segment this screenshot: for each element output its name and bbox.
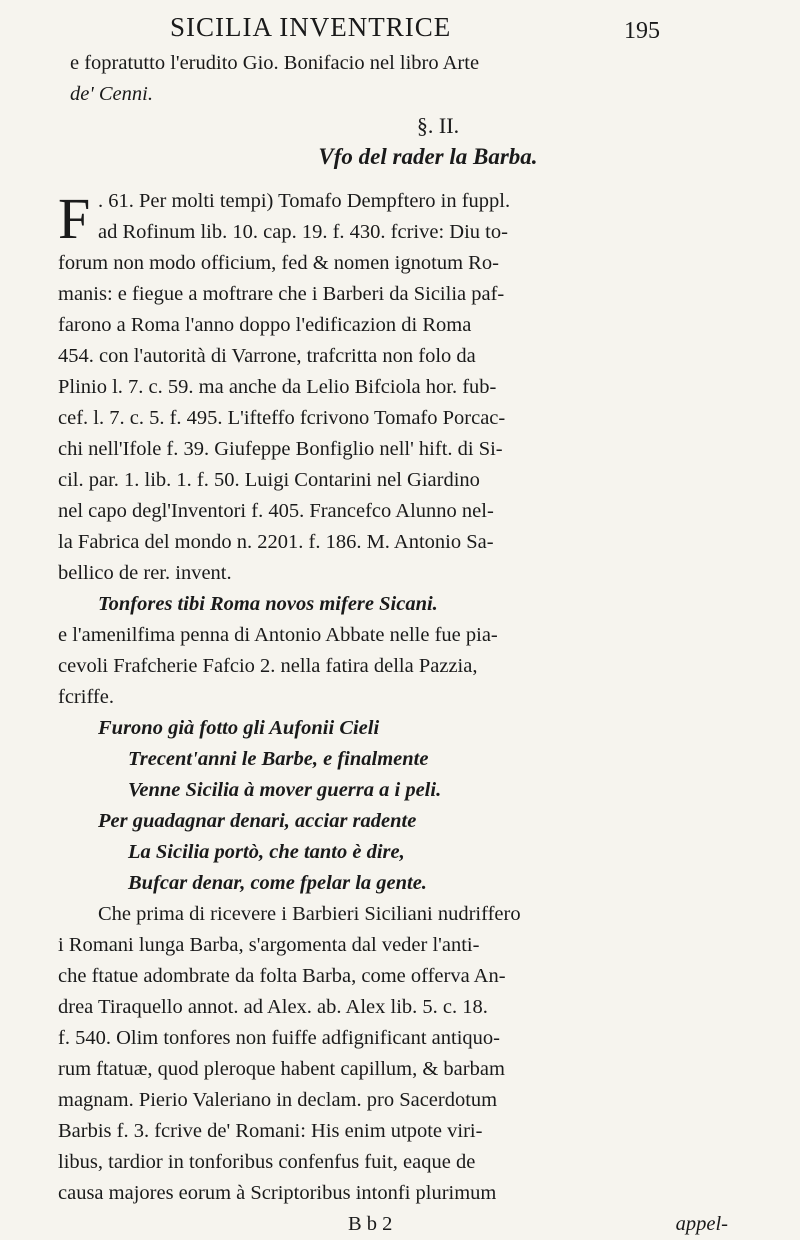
paragraph-line: manis: e fiegue a moftrare che i Barberi da Sicilia paf- — [58, 283, 505, 305]
paragraph-line: bellico de rer. invent. — [58, 562, 232, 584]
running-head — [170, 12, 660, 52]
catchword: appel- — [675, 1213, 728, 1235]
paragraph-line: magnam. Pierio Valeriano in declam. pro Sacerdotum — [58, 1089, 498, 1111]
paragraph-line: cil. par. 1. lib. 1. f. 50. Luigi Contarini nel Giardino — [58, 469, 480, 491]
paragraph-line: fcriffe. — [58, 686, 114, 708]
paragraph-line: i Romani lunga Barba, s'argomenta dal veder l'anti- — [58, 934, 480, 956]
paragraph-line: Barbis f. 3. fcrive de' Romani: His enim utpote viri- — [58, 1120, 483, 1142]
verse-line: La Sicilia portò, che tanto è dire, — [128, 841, 405, 863]
paragraph-line: che ftatue adombrate da folta Barba, come offerva An- — [58, 965, 506, 987]
section-mark: §. II. — [416, 113, 460, 138]
paragraph-line: ad Rofinum lib. 10. cap. 19. f. 430. fcrive: Diu to- — [98, 221, 508, 243]
paragraph-line: Che prima di ricevere i Barbieri Siciliani nudriffero — [98, 903, 521, 925]
drop-cap: F — [58, 186, 91, 251]
paragraph-line: forum non modo officium, fed & nomen ignotum Ro- — [58, 252, 499, 274]
paragraph-line: la Fabrica del mondo n. 2201. f. 186. M. Antonio Sa- — [58, 531, 494, 553]
paragraph-line: drea Tiraquello annot. ad Alex. ab. Alex lib. 5. c. 18. — [58, 996, 488, 1018]
paragraph-line: cevoli Frafcherie Fafcio 2. nella fatira della Pazzia, — [58, 655, 478, 677]
verse-line: Furono già fotto gli Aufonii Cieli — [98, 717, 380, 739]
intro-line: e fopratutto l'erudito Gio. Bonifacio nel libro Arte — [70, 52, 480, 74]
paragraph-line: farono a Roma l'anno doppo l'edificazion di Roma — [58, 314, 472, 336]
paragraph-line: libus, tardior in tonforibus confenfus fuit, eaque de — [58, 1151, 476, 1173]
verse-line: Trecent'anni le Barbe, e finalmente — [128, 748, 429, 770]
paragraph-line: . 61. Per molti tempi) Tomafo Dempftero in fuppl. — [98, 190, 511, 212]
paragraph-line: cef. l. 7. c. 5. f. 495. L'ifteffo fcrivono Tomafo Porcac- — [58, 407, 506, 429]
paragraph-line: rum ftatuæ, quod pleroque habent capillum, & barbam — [58, 1058, 505, 1080]
verse-line: Bufcar denar, come fpelar la gente. — [128, 872, 427, 894]
paragraph-line: f. 540. Olim tonfores non fuiffe adfignificant antiquo- — [58, 1027, 500, 1049]
page-footer — [58, 1209, 758, 1240]
running-title: SICILIA INVENTRICE — [170, 12, 452, 42]
verse-line: Venne Sicilia à mover guerra a i peli. — [128, 779, 442, 801]
paragraph-line: e l'amenilfima penna di Antonio Abbate nelle fue pia- — [58, 624, 498, 646]
page-number: 195 — [624, 18, 660, 44]
section-title: Vfo del rader la Barba. — [318, 144, 538, 169]
intro-line: de' Cenni. — [70, 83, 153, 105]
verse-line: Tonfores tibi Roma novos mifere Sicani. — [98, 593, 438, 615]
signature-mark: B b 2 — [348, 1213, 393, 1235]
page-body — [58, 48, 758, 1240]
paragraph-1 — [58, 186, 758, 251]
verse-line: Per guadagnar denari, acciar radente — [98, 810, 417, 832]
paragraph-line: 454. con l'autorità di Varrone, trafcritta non folo da — [58, 345, 476, 367]
paragraph-line: chi nell'Ifole f. 39. Giufeppe Bonfiglio nell' hift. di Si- — [58, 438, 503, 460]
paragraph-line: nel capo degl'Inventori f. 405. Francefco Alunno nel- — [58, 500, 494, 522]
paragraph-line: causa majores eorum à Scriptoribus intonfi plurimum — [58, 1182, 497, 1204]
paragraph-line: Plinio l. 7. c. 59. ma anche da Lelio Bifciola hor. fub- — [58, 376, 497, 398]
